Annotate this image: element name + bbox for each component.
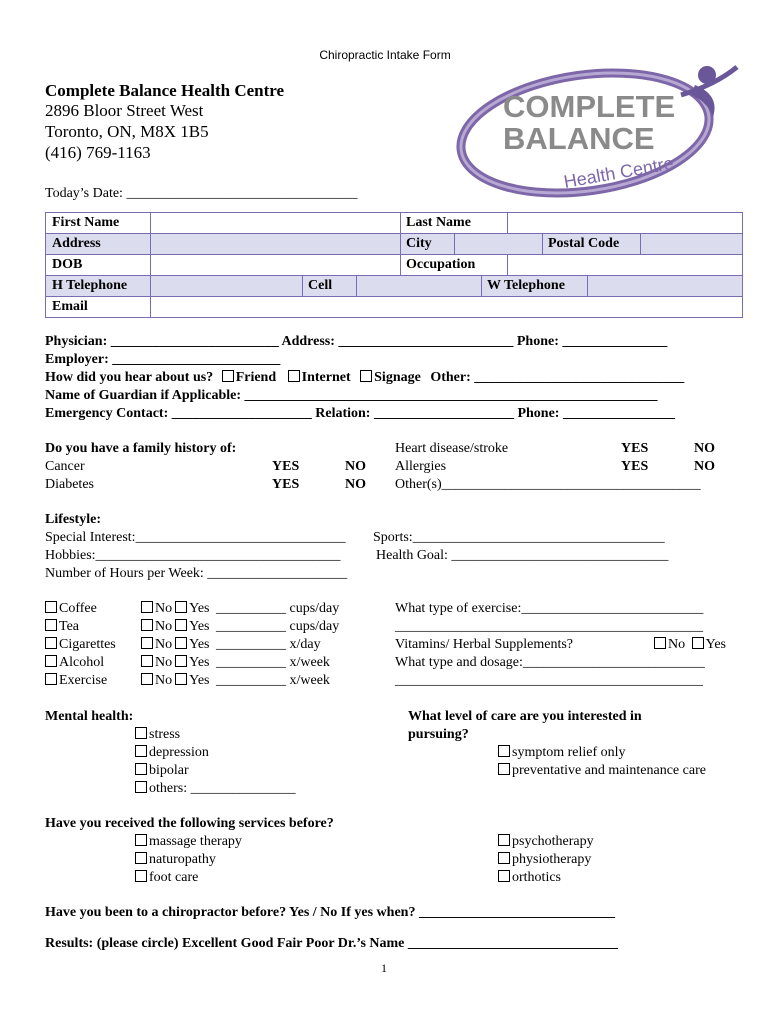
habit-yes-label: Yes: [189, 673, 210, 688]
allergies-label: Allergies: [395, 459, 447, 474]
mental-health-option: [135, 745, 209, 761]
hours-per-week-field[interactable]: Number of Hours per Week: ____________________: [45, 566, 348, 581]
clinic-city: Toronto, ON, M8X 1B5: [45, 122, 209, 141]
table-row: [46, 276, 742, 297]
vitamins-options: [654, 637, 726, 653]
other-history-field[interactable]: Other(s)_____________________________________: [395, 477, 701, 492]
service-left-checkbox[interactable]: [135, 870, 147, 882]
service-left-label: massage therapy: [149, 834, 242, 849]
dob-label: DOB: [52, 257, 83, 272]
service-right-label: orthotics: [512, 870, 561, 885]
habit-checkbox[interactable]: [45, 601, 57, 613]
postal-code-label: Postal Code: [548, 236, 620, 251]
habit-yes-label: Yes: [189, 637, 210, 652]
vitamins-no-label: No: [668, 637, 686, 652]
service-left-checkbox[interactable]: [135, 852, 147, 864]
care-level-option: [498, 745, 626, 761]
care-level-heading: What level of care are you interested in: [408, 709, 642, 724]
habit-label: Exercise: [59, 673, 108, 688]
mental-health-label: stress: [149, 727, 181, 742]
habit-yes-no: [141, 619, 210, 635]
vitamins-yes-label: Yes: [705, 637, 726, 652]
email-label: Email: [52, 299, 88, 314]
habit-yes-no: [141, 655, 210, 671]
email-input[interactable]: [150, 297, 742, 317]
cancer-label: Cancer: [45, 459, 85, 474]
dosage-line[interactable]: ____________________________________________: [395, 673, 703, 688]
table-row: [46, 255, 742, 276]
page-number: 1: [381, 961, 387, 975]
w-telephone-input[interactable]: [587, 276, 742, 296]
signage-checkbox[interactable]: [360, 370, 372, 382]
habit-label: Tea: [59, 619, 80, 634]
chiropractor-before-field[interactable]: Have you been to a chiropractor before? Yes / No If yes when? ____________________________: [45, 905, 615, 920]
cell-input[interactable]: [356, 276, 481, 296]
habit-no-checkbox[interactable]: [141, 619, 153, 631]
table-row: [46, 297, 742, 317]
h-telephone-input[interactable]: [150, 276, 302, 296]
document-title: Chiropractic Intake Form: [319, 48, 451, 62]
habit-yes-label: Yes: [189, 655, 210, 670]
habit-yes-no: [141, 673, 210, 689]
emergency-contact-field[interactable]: Emergency Contact: ____________________ Relation: ____________________ Phone: ________________: [45, 406, 675, 421]
cancer-yes[interactable]: YES: [272, 459, 300, 474]
address-label: Address: [52, 236, 101, 251]
todays-date-field[interactable]: Today’s Date: _________________________________: [45, 186, 358, 201]
habit-yes-checkbox[interactable]: [175, 601, 187, 613]
habit-yes-no: [141, 637, 210, 653]
w-telephone-label: W Telephone: [487, 278, 565, 293]
exercise-type-field[interactable]: What type of exercise:__________________________: [395, 601, 704, 616]
special-interest-field[interactable]: Special Interest:______________________________: [45, 530, 346, 545]
mental-health-heading: Mental health:: [45, 709, 134, 724]
habit-yes-checkbox[interactable]: [175, 655, 187, 667]
heart-disease-yes[interactable]: YES: [621, 441, 649, 456]
clinic-phone: (416) 769-1163: [45, 143, 151, 162]
habit-no-label: No: [155, 601, 173, 616]
mental-health-option: [135, 727, 180, 743]
habit-row: [45, 601, 97, 617]
care-level-label: preventative and maintenance care: [512, 763, 706, 778]
care-level-label: symptom relief only: [512, 745, 626, 760]
postal-code-input[interactable]: [640, 234, 742, 254]
vitamins-yes-checkbox[interactable]: [692, 637, 704, 649]
occupation-input[interactable]: [507, 255, 742, 275]
service-left-option: [135, 852, 216, 868]
habit-label: Coffee: [59, 601, 97, 616]
habit-amount-field[interactable]: __________ x/week: [216, 673, 330, 688]
first-name-label: First Name: [52, 215, 120, 230]
habit-checkbox[interactable]: [45, 673, 57, 685]
sports-field[interactable]: Sports:____________________________________: [373, 530, 665, 545]
habit-amount-field[interactable]: __________ cups/day: [216, 619, 340, 634]
table-row: [46, 213, 742, 234]
other-source-field[interactable]: Other: ______________________________: [430, 370, 685, 385]
habit-no-checkbox[interactable]: [141, 637, 153, 649]
allergies-yes[interactable]: YES: [621, 459, 649, 474]
logo-text-balance: BALANCE: [503, 121, 655, 156]
habit-yes-label: Yes: [189, 601, 210, 616]
care-level-checkbox[interactable]: [498, 763, 510, 775]
habit-row: [45, 619, 79, 635]
mental-health-label: bipolar: [149, 763, 189, 778]
habit-no-label: No: [155, 673, 173, 688]
guardian-field[interactable]: Name of Guardian if Applicable: ___________________________________________________________: [45, 388, 658, 403]
logo-text-health-centre: Health Centre: [562, 152, 676, 192]
habit-row: [45, 637, 116, 653]
habit-no-label: No: [155, 619, 173, 634]
first-name-input[interactable]: [150, 213, 400, 233]
care-level-checkbox[interactable]: [498, 745, 510, 757]
service-right-option: [498, 852, 591, 868]
last-name-label: Last Name: [406, 215, 471, 230]
diabetes-label: Diabetes: [45, 477, 94, 492]
service-right-label: psychotherapy: [512, 834, 594, 849]
heart-disease-label: Heart disease/stroke: [395, 441, 509, 456]
health-goal-field[interactable]: Health Goal: _______________________________: [376, 548, 669, 563]
habit-no-checkbox[interactable]: [141, 655, 153, 667]
table-row: [46, 234, 742, 255]
friend-checkbox[interactable]: [222, 370, 234, 382]
habit-yes-checkbox[interactable]: [175, 619, 187, 631]
dosage-field[interactable]: What type and dosage:__________________________: [395, 655, 705, 670]
habit-no-label: No: [155, 655, 173, 670]
cancer-no[interactable]: NO: [345, 459, 366, 474]
dob-input[interactable]: [150, 255, 400, 275]
clinic-name: Complete Balance Health Centre: [45, 81, 285, 100]
logo-text-complete: COMPLETE: [503, 89, 676, 124]
habit-no-label: No: [155, 637, 173, 652]
habit-row: [45, 673, 107, 689]
city-input[interactable]: [454, 234, 542, 254]
service-left-label: naturopathy: [149, 852, 216, 867]
address-input[interactable]: [150, 234, 400, 254]
mental-health-label: depression: [149, 745, 209, 760]
service-left-label: foot care: [149, 870, 199, 885]
vitamins-no-checkbox[interactable]: [654, 637, 666, 649]
habit-amount-field[interactable]: __________ x/week: [216, 655, 330, 670]
care-level-option: [498, 763, 706, 779]
lifestyle-heading: Lifestyle:: [45, 512, 101, 527]
habit-label: Alcohol: [59, 655, 105, 670]
results-field[interactable]: Results: (please circle) Excellent Good Fair Poor Dr.’s Name ______________________________: [45, 936, 618, 951]
exercise-type-line[interactable]: ____________________________________________: [395, 619, 703, 634]
habit-yes-checkbox[interactable]: [175, 673, 187, 685]
mental-health-label: others: _______________: [149, 781, 296, 796]
mental-health-checkbox[interactable]: [135, 745, 147, 757]
habit-amount-field[interactable]: __________ cups/day: [216, 601, 340, 616]
diabetes-yes[interactable]: YES: [272, 477, 300, 492]
last-name-input[interactable]: [507, 213, 742, 233]
habit-yes-checkbox[interactable]: [175, 637, 187, 649]
mental-health-checkbox[interactable]: [135, 763, 147, 775]
cell-label: Cell: [308, 278, 333, 293]
habit-yes-no: [141, 601, 210, 617]
mental-health-option: [135, 781, 296, 797]
patient-info-table: [45, 212, 743, 318]
signage-label: Signage: [374, 370, 421, 385]
service-right-checkbox[interactable]: [498, 834, 510, 846]
complete-balance-logo: [445, 55, 745, 205]
service-right-option: [498, 870, 561, 886]
service-right-checkbox[interactable]: [498, 870, 510, 882]
clinic-street: 2896 Bloor Street West: [45, 101, 204, 120]
employer-field[interactable]: Employer: ________________________: [45, 352, 281, 367]
habit-checkbox[interactable]: [45, 619, 57, 631]
habit-yes-label: Yes: [189, 619, 210, 634]
mental-health-checkbox[interactable]: [135, 781, 147, 793]
habit-no-checkbox[interactable]: [141, 673, 153, 685]
friend-label: Friend: [235, 370, 277, 385]
occupation-label: Occupation: [406, 257, 476, 272]
h-telephone-label: H Telephone: [52, 278, 128, 293]
service-left-checkbox[interactable]: [135, 834, 147, 846]
city-label: City: [406, 236, 432, 251]
habit-no-checkbox[interactable]: [141, 601, 153, 613]
services-heading: Have you received the following services before?: [45, 816, 334, 831]
internet-checkbox[interactable]: [288, 370, 300, 382]
physician-field[interactable]: Physician: ________________________ Address: _________________________ Phone: _______________: [45, 334, 668, 349]
habit-checkbox[interactable]: [45, 655, 57, 667]
service-right-option: [498, 834, 594, 850]
habit-checkbox[interactable]: [45, 637, 57, 649]
mental-health-option: [135, 763, 189, 779]
habit-label: Cigarettes: [59, 637, 116, 652]
heart-disease-no[interactable]: NO: [694, 441, 715, 456]
hear-about-row: [45, 370, 684, 386]
care-level-heading-2: pursuing?: [408, 727, 469, 742]
service-right-checkbox[interactable]: [498, 852, 510, 864]
service-left-option: [135, 870, 198, 886]
mental-health-checkbox[interactable]: [135, 727, 147, 739]
allergies-no[interactable]: NO: [694, 459, 715, 474]
hear-about-label: How did you hear about us?: [45, 370, 214, 385]
service-left-option: [135, 834, 242, 850]
family-history-heading: Do you have a family history of:: [45, 441, 237, 456]
habit-row: [45, 655, 104, 671]
diabetes-no[interactable]: NO: [345, 477, 366, 492]
internet-label: Internet: [301, 370, 351, 385]
hobbies-field[interactable]: Hobbies:___________________________________: [45, 548, 341, 563]
habit-amount-field[interactable]: __________ x/day: [216, 637, 321, 652]
vitamins-label: Vitamins/ Herbal Supplements?: [395, 637, 574, 652]
service-right-label: physiotherapy: [512, 852, 592, 867]
